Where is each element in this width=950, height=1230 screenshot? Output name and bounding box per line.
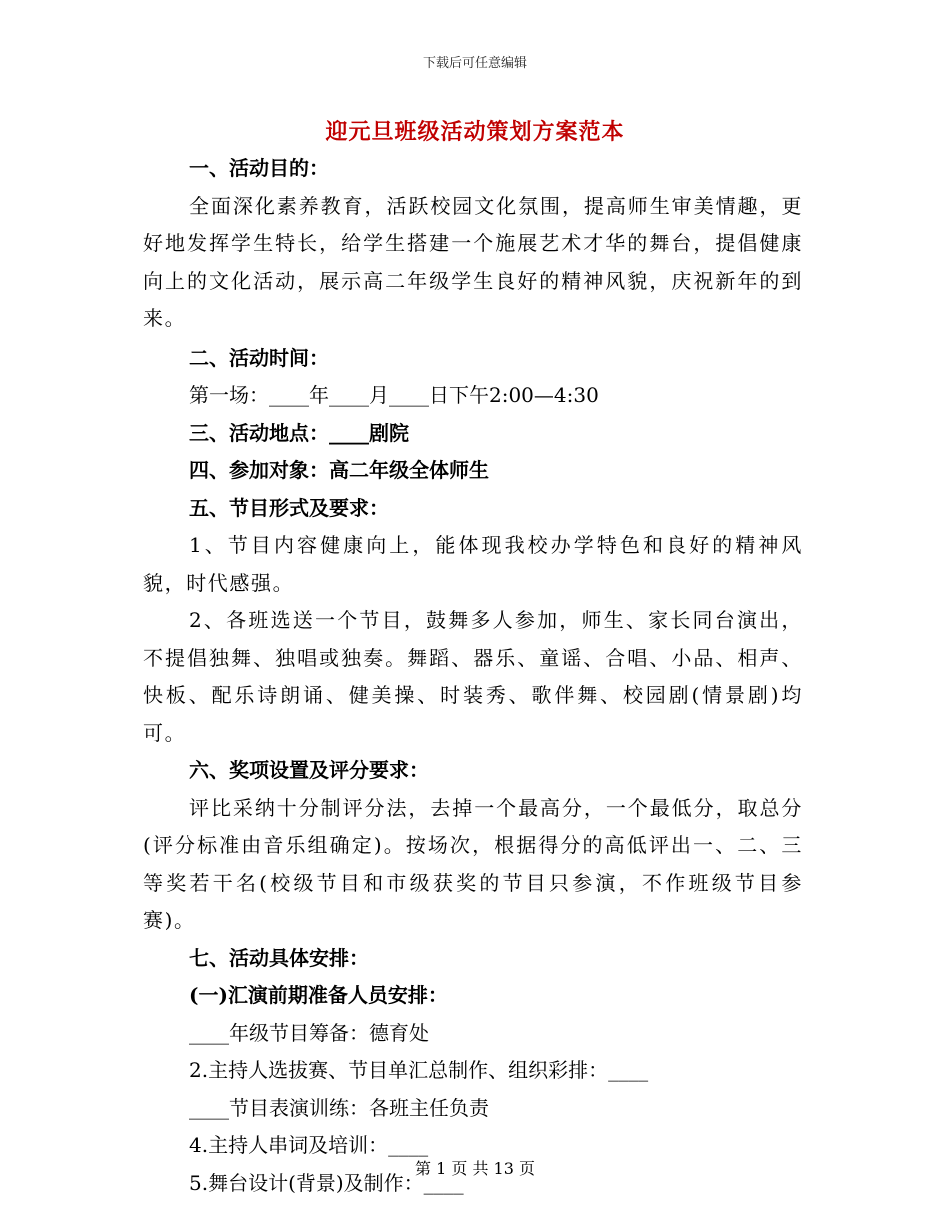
section-7-line-5: 5.舞台设计(背景)及制作：____ [189, 1170, 464, 1195]
section-5-heading: 五、节目形式及要求： [189, 495, 389, 520]
section-7-line-4: 4.主持人串词及培训：____ [189, 1133, 429, 1157]
section-1-body: 全面深化素养教育，活跃校园文化氛围，提高师生审美情趣，更好地发挥学生特长，给学生搭建一个施展艺术才华的舞台，提倡健康向上的文化活动，展示高二年级学生良好的精神风貌，庆祝新年的到来。 [143, 193, 803, 330]
section-7-line-3: ____节目表演训练：各班主任负责 [189, 1095, 489, 1120]
section-7-heading: 七、活动具体安排： [189, 945, 369, 970]
section-5-item-1: 1、节目内容健康向上，能体现我校办学特色和良好的精神风貌，时代感强。 [143, 533, 803, 595]
document-body [143, 150, 803, 1202]
document-title: 迎元旦班级活动策划方案范本 [325, 119, 625, 145]
section-6-body: 评比采纳十分制评分法，去掉一个最高分，一个最低分，取总分(评分标准由音乐组确定)。按场次，根据得分的高低评出一、二、三等奖若干名(校级节目和市级获奖的节目只参演，不作班级节目参赛)。 [143, 795, 803, 932]
section-7-subheading-1: (一)汇演前期准备人员安排： [189, 983, 448, 1007]
section-2-heading: 二、活动时间： [189, 345, 329, 370]
section-4-heading: 四、参加对象：高二年级全体师生 [189, 458, 489, 482]
section-3-heading: 三、活动地点：____剧院 [189, 420, 409, 445]
section-7-line-1: ____年级节目筹备：德育处 [189, 1020, 429, 1045]
section-7-line-2: 2.主持人选拔赛、节目单汇总制作、组织彩排：____ [189, 1058, 649, 1082]
section-6-heading: 六、奖项设置及评分要求： [189, 758, 429, 782]
section-1-heading: 一、活动目的： [189, 156, 329, 180]
page-header-note: 下载后可任意编辑 [422, 56, 527, 71]
section-5-item-2: 2、各班选送一个节目，鼓舞多人参加，师生、家长同台演出，不提倡独舞、独唱或独奏。舞蹈、器乐、童谣、合唱、小品、相声、快板、配乐诗朗诵、健美操、时装秀、歌伴舞、校园剧(情景剧)均可。 [143, 608, 803, 745]
section-2-body: 第一场：____年____月____日下午2:00—4:30 [189, 383, 599, 407]
page-footer-number: 第 1 页 共 13 页 [415, 1159, 535, 1178]
